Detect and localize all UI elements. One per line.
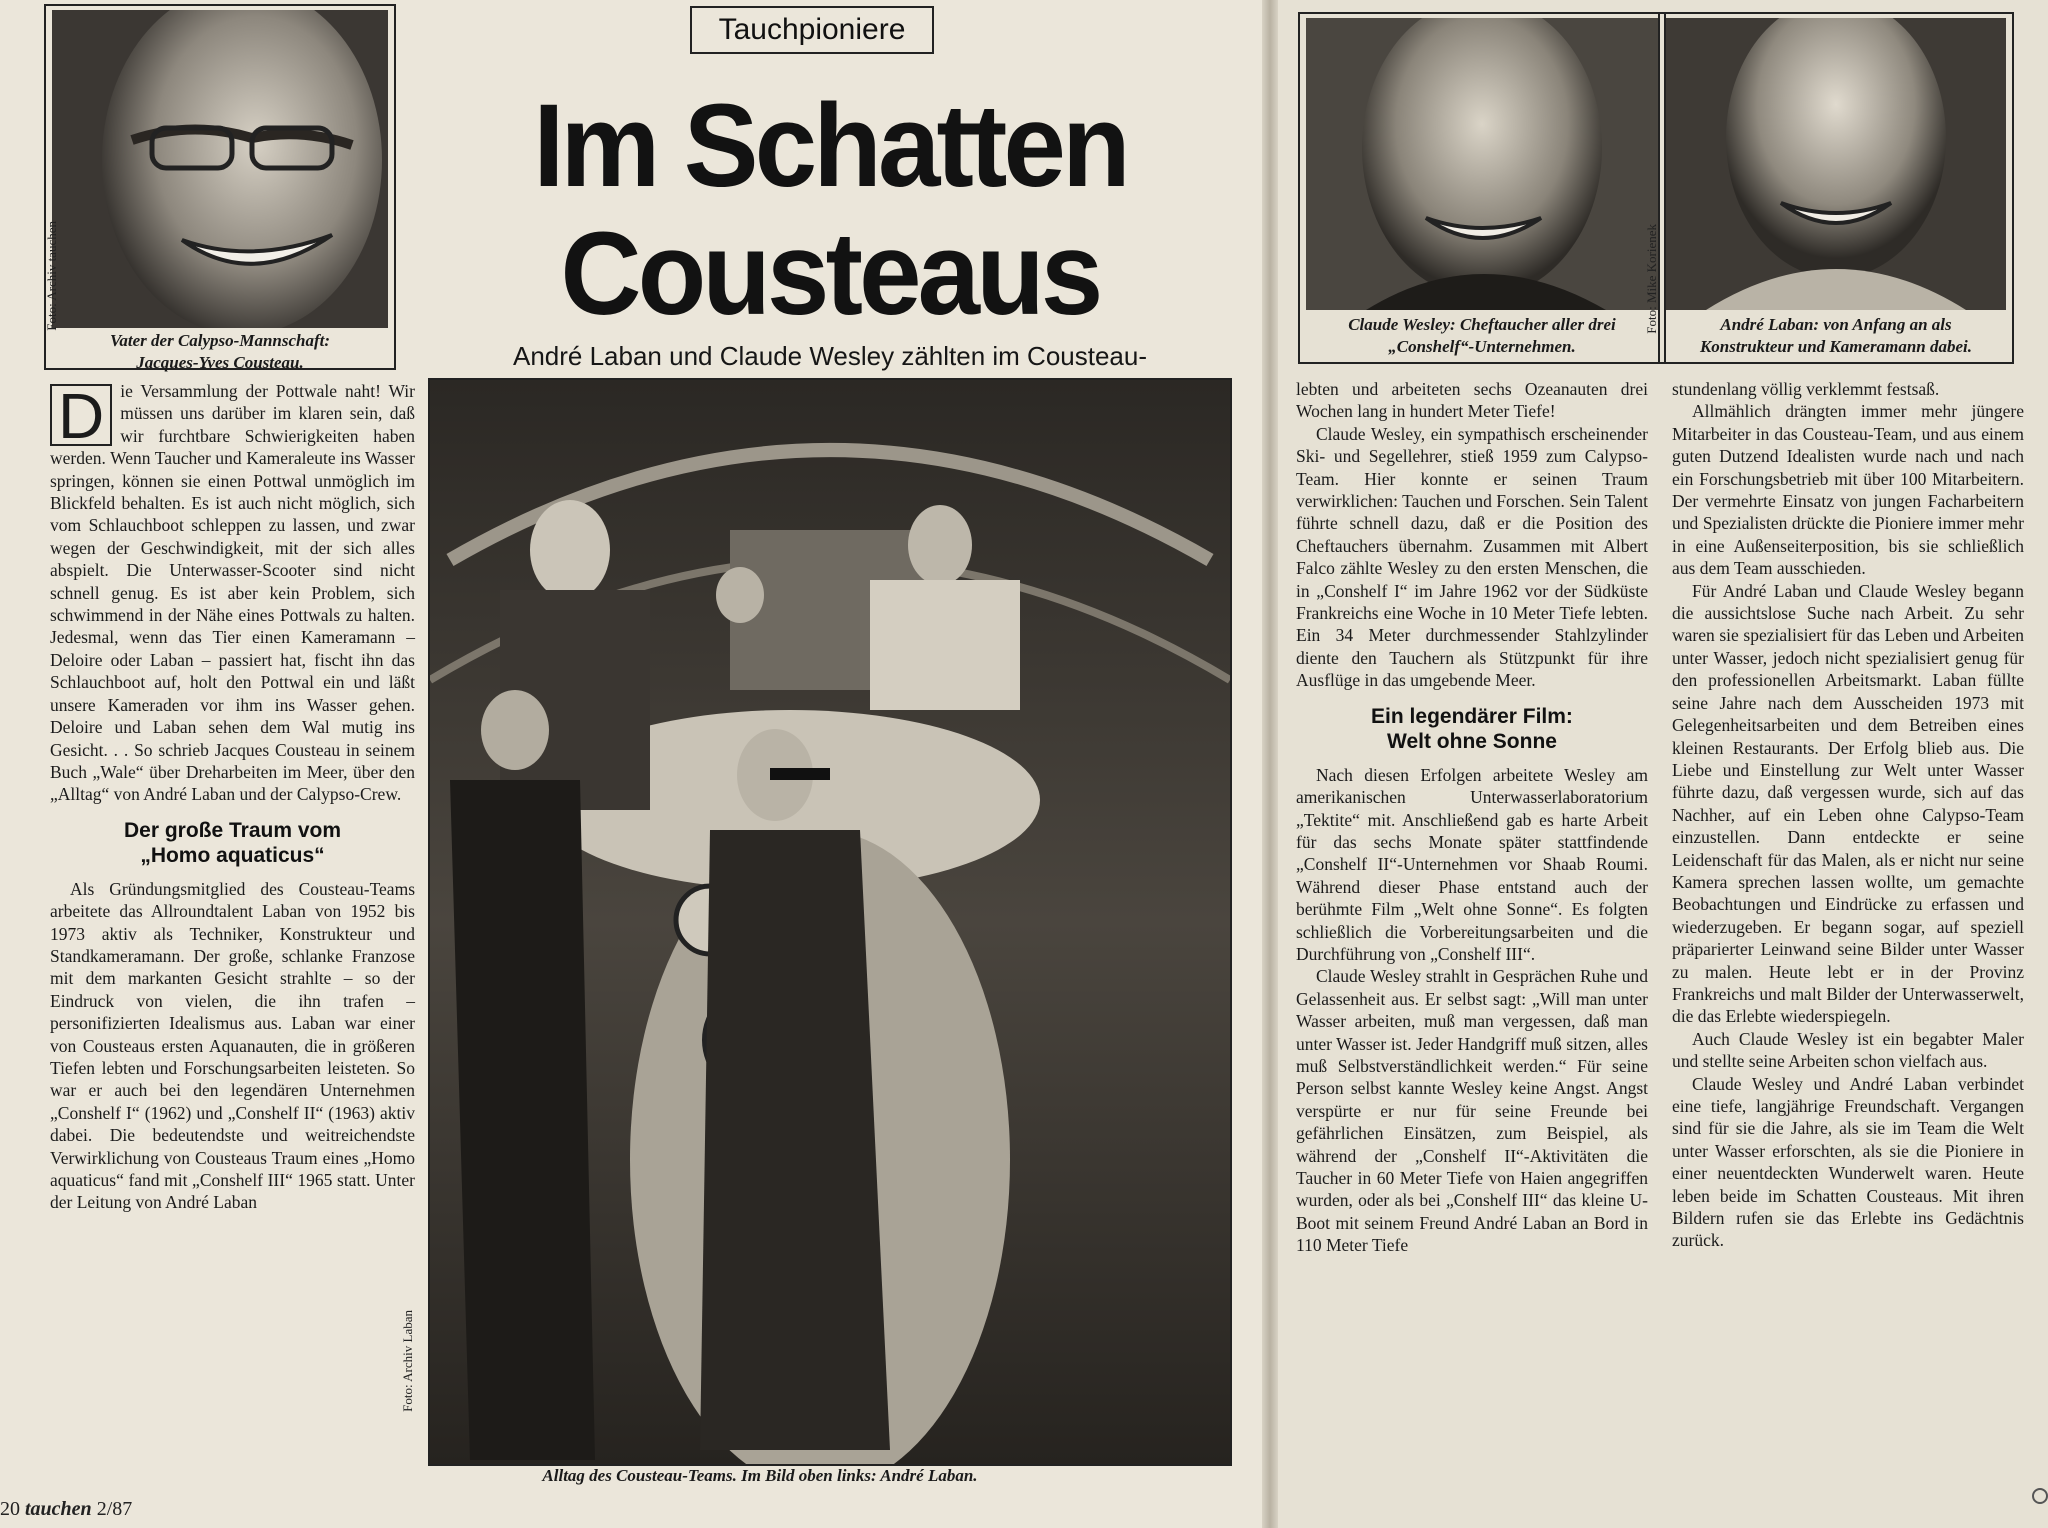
col4-para2: Für André Laban und Claude Wesley begann die aussichtslose Suche nach Arbeit. Zu sehr waren sie spezialisiert für das Leben und Arbeiten unter Wasser, jedoch nicht spezialisiert genug für den professionellen Arbeitsmarkt. Laban füllte seine Jahre nach dem Ausscheiden 1973 mit Gelegenheitsarbeiten und dem Betreiben eines kleinen Restaurants. Der Erfolg blieb aus. Die Liebe und Einstellung zur Welt unter Wasser führte dazu, daß vergessen wurde, sich auf das Nachher, auf ein Leben ohne Calypso-Team einzustellen. Dann entdeckte er seine Leidenschaft für das Malen, als er nicht nur seine Kamera sprechen lassen wollte, um gemachte Beobachtungen und Eindrücke zu erfassen und wiederzugeben. Er begann sogar, auf speziell präparierter Leinwand seine Bilder unter Wasser zu malen. Heute lebt er in der Provinz Frankreichs und malt Bilder der Unterwasserwelt, die das Erlebte wiederspiegeln. <box>1672 580 2024 1027</box>
col3-subhead-line1: Ein legendärer Film: <box>1371 704 1573 728</box>
col1-subhead-line2: „Homo aquaticus“ <box>140 843 325 867</box>
col3-para0: lebten und arbeiteten sechs Ozeanauten drei Wochen lang in hundert Meter Tiefe! <box>1296 379 1648 422</box>
cousteau-caption-line2: Jacques-Yves Cousteau. <box>136 353 304 372</box>
laban-caption-line1: André Laban: von Anfang an als <box>1720 315 1952 334</box>
laban-photo-box <box>1644 12 2014 364</box>
col1-subhead <box>50 818 415 868</box>
page-gutter <box>1262 0 1278 1528</box>
cousteau-photo <box>52 10 388 328</box>
team-photo <box>430 380 1230 1464</box>
col3-subhead <box>1296 704 1648 754</box>
col4-para4: Claude Wesley und André Laban verbindet eine tiefe, langjährige Freundschaft. Vergangen sind für sie die Jahre, als sie im Team die Welt unter Wasser erforschten, als sie die Pioniere in einer neuentdeckten Wunderwelt waren. Heute leben beide im Schatten Cousteaus. Mit ihren Bildern rufen sie das Erlebte ins Gedächtnis zurück. <box>1672 1073 2024 1251</box>
col4-para1: Allmählich drängten immer mehr jüngere Mitarbeiter in das Cousteau-Team, und aus einem guten Dutzend Idealisten wurde nach und nach ein Forschungsbetrieb mit über 100 Mitarbeitern. Der vermehrte Einsatz von jungen Facharbeitern und Spezialisten drückte die Pioniere immer mehr in eine Außenseiterposition, bis sie schließlich aus dem Team ausschieden. <box>1672 401 2024 579</box>
section-kicker: Tauchpioniere <box>690 6 934 54</box>
cousteau-photo-credit: Foto: Archiv tauchen <box>44 221 59 331</box>
cousteau-caption <box>46 330 394 374</box>
cousteau-photo-box <box>44 4 396 370</box>
issue-number: 2/87 <box>96 1498 133 1520</box>
headline <box>450 82 1210 338</box>
column-3 <box>1296 378 1648 1257</box>
laban-photo-credit: Foto: Mike Korienek <box>1644 224 1659 334</box>
headline-line1: Im Schatten <box>533 80 1127 212</box>
col3-para2: Nach diesen Erfolgen arbeitete Wesley am amerikanischen Unterwasserlaboratorium „Tektite“ mit. Anschließend gab es harte Arbeit für das sechs Monate später stattfindende „Conshelf II“-Unternehmen vor Shaab Roumi. Während dieser Phase entstand auch der berühmte Film „Welt ohne Sonne“. Es folgten schließlich die Vorbereitungsarbeiten und die Durchführung von „Conshelf III“. <box>1296 764 1648 964</box>
col3-para1: Claude Wesley, ein sympathisch erscheinender Ski- und Segellehrer, stieß 1959 zum Calypso-Team. Hier konnte er seinen Traum verwirklichen: Tauchen und Forschen. Sein Talent führte schnell dazu, daß er die Position des Cheftauchers übernahm. Zusammen mit Albert Falco zählte Wesley zu den ersten Menschen, die in „Conshelf I“ im Jahre 1962 vor der Südküste Frankreichs eine Woche in 10 Meter Tiefe lebten. Ein 34 Meter durchmessender Stahlzylinder diente den Tauchern als Stützpunkt für ihre Ausflüge in das umgebende Meer. <box>1296 423 1648 691</box>
magazine-name: tauchen <box>25 1498 92 1520</box>
col3-para3: Claude Wesley strahlt in Gesprächen Ruhe und Gelassenheit aus. Er selbst sagt: „Will man unter Wasser arbeiten, muß man vergessen, daß man unter Wasser ist. Jeder Handgriff muß sitzen, alles muß Selbstverständlichkeit werden.“ Für seine Person selbst kannte Wesley keine Angst. Angst verspürte er nur für seine Freunde bei gefährlichen Einsätzen, zum Beispiel, als während der „Conshelf II“-Aktivitäten die Taucher in 60 Meter Tiefe von Haien angegriffen wurden, oder als bei „Conshelf III“ das kleine U-Boot mit seinem Freund André Laban an Bord in 110 Meter Tiefe <box>1296 966 1648 1256</box>
col1-subhead-line1: Der große Traum vom <box>123 818 342 842</box>
col1-para2: Als Gründungsmitglied des Cousteau-Teams arbeitete das Allroundtalent Laban von 1952 bis 1973 aktiv als Techniker, Konstrukteur und Standkameramann. Der große, schlanke Franzose mit dem markanten Gesicht strahlte – so der Eindruck von vielen, die ihn trafen – personifizierten Idealismus aus. Laban war einer von Cousteaus ersten Aquanauten, die in größeren Tiefen lebten und Forschungsarbeiten leisteten. So war er auch bei den legendären Unternehmen „Conshelf I“ (1962) und „Conshelf II“ (1963) aktiv dabei. Die bedeutendste und weitreichendste Verwirklichung von Cousteaus Traum eines „Homo aquaticus“ fand mit „Conshelf III“ 1965 statt. Unter der Leitung von André Laban <box>50 878 415 1213</box>
col4-para0: stundenlang völlig verklemmt festsaß. <box>1672 379 1940 399</box>
column-1 <box>50 380 415 1214</box>
page-number: 20 <box>0 1498 20 1520</box>
wesley-caption-line2: „Conshelf“-Unternehmen. <box>1388 337 1576 356</box>
wesley-photo-box <box>1298 12 1666 364</box>
column-4 <box>1672 378 2024 1252</box>
laban-caption <box>1660 314 2012 358</box>
col1-para1 <box>50 380 415 806</box>
col4-para3: Auch Claude Wesley ist ein begabter Maler und stellte seine Arbeiten schon vielfach aus. <box>1672 1028 2024 1072</box>
page-edge-mark <box>2032 1488 2048 1504</box>
col3-subhead-line2: Welt ohne Sonne <box>1387 729 1557 753</box>
page-footer <box>0 1498 132 1521</box>
wesley-caption <box>1300 314 1664 358</box>
wesley-caption-line1: Claude Wesley: Cheftaucher aller drei <box>1348 315 1616 334</box>
dropcap: D <box>50 384 112 446</box>
headline-line2: Cousteaus <box>560 208 1100 340</box>
cousteau-caption-line1: Vater der Calypso-Mannschaft: <box>109 331 331 350</box>
team-caption: Alltag des Cousteau-Teams. Im Bild oben links: André Laban. <box>542 1466 978 1485</box>
deck-line1: André Laban und Claude Wesley zählten im Cousteau- <box>512 341 1148 371</box>
team-photo-credit: Foto: Archiv Laban <box>400 1310 415 1412</box>
laban-photo <box>1666 18 2006 310</box>
team-photo-box <box>400 378 1232 1466</box>
wesley-photo <box>1306 18 1658 310</box>
laban-caption-line2: Konstrukteur und Kameramann dabei. <box>1699 337 1973 356</box>
col1-para1-text: ie Versammlung der Pottwale naht! Wir müssen uns darüber im klaren sein, daß wir furchtbare Schwierigkeiten haben werden. Wenn Taucher und Kameraleute ins Wasser springen, können sie einen Pottwal unmöglich im Blickfeld behalten. Es ist auch nicht möglich, sich vom Schlauchboot schleppen zu lassen, und zwar wegen der Geschwindigkeit, mit der sich alles abspielt. Die Unterwasser-Scooter sind nicht schnell genug. Es ist aber kein Problem, sich schwimmend in der Nähe eines Pottwals zu halten. Jedesmal, wenn das Tier einen Kameramann – Deloire oder Laban – passiert hat, fischt ihn das Schlauchboot auf, holt den Pottwal ein und läßt unsere Kameraden vor ihm ins Wasser gehen. Deloire und Laban sehen dem Wal mutig ins Gesicht. . . So schrieb Jacques Cousteau in seinem Buch „Wale“ über Dreharbeiten im Meer, über den „Alltag“ von André Laban und der Calypso-Crew. <box>50 381 415 805</box>
